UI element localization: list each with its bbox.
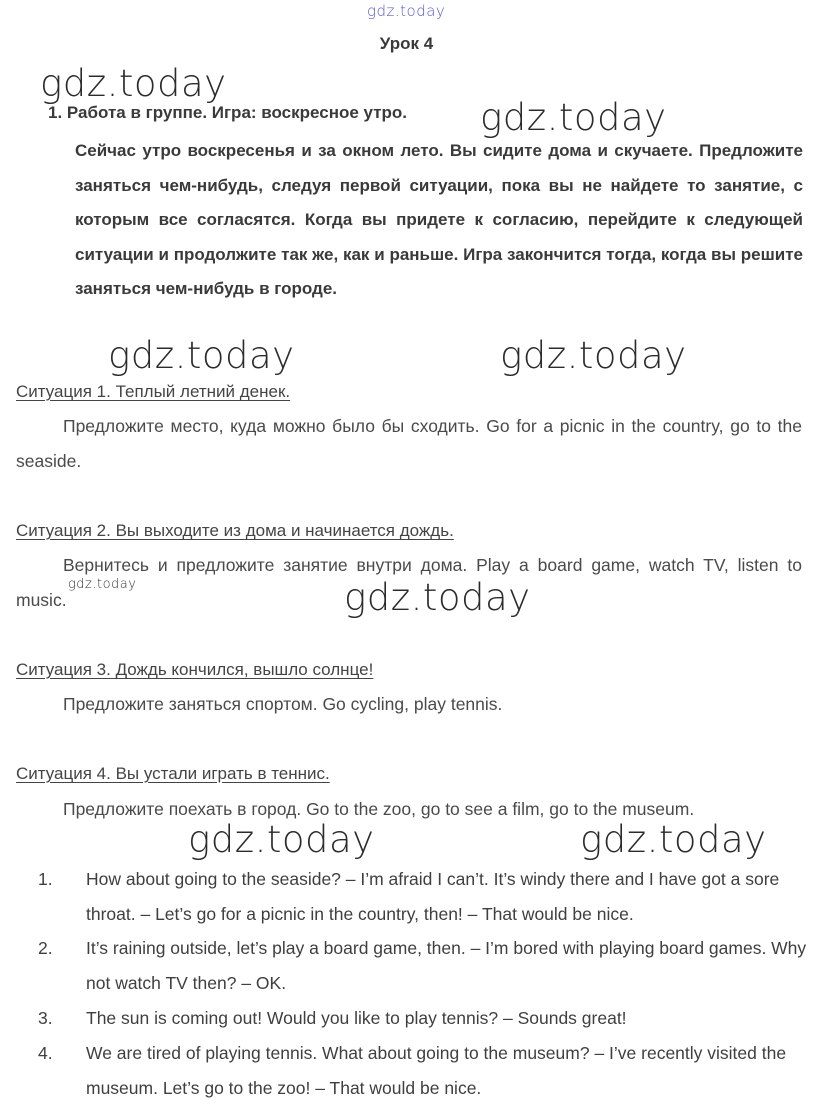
watermark-small: gdz.today	[68, 577, 137, 592]
answer-4-text: We are tired of playing tennis. What about going to the museum? – I’ve recently visited the museum. Let’s go to the zoo! – That would be nice.	[86, 1043, 787, 1098]
answer-2-text: It’s raining outside, let’s play a board game, then. – I’m bored with playing board games. Why not watch TV then? – OK.	[86, 938, 807, 993]
answer-4	[38, 1036, 813, 1105]
task-number: 1.	[48, 103, 63, 122]
situation-1-title: Ситуация 1. Теплый летний денек.	[16, 382, 291, 401]
watermark: gdz.today	[108, 334, 295, 377]
situation-2-text: Вернитесь и предложите занятие внутри дома. Play a board game, watch TV, listen to music.	[16, 555, 802, 610]
watermark: gdz.today	[188, 818, 375, 861]
watermark: gdz.today	[344, 576, 531, 619]
situation-3-title: Ситуация 3. Дождь кончился, вышло солнце!	[16, 660, 374, 679]
answer-2-number: 2.	[38, 938, 53, 958]
answer-2	[38, 931, 813, 1000]
watermark-top: gdz.today	[367, 2, 446, 20]
situation-1-text: Предложите место, куда можно было бы сходить. Go for a picnic in the country, go to the seaside.	[16, 416, 802, 471]
answer-1-number: 1.	[38, 869, 53, 889]
task-heading-text: Работа в группе. Игра: воскресное утро.	[66, 103, 408, 122]
page-title: Урок 4	[379, 34, 434, 53]
situation-2-title: Ситуация 2. Вы выходите из дома и начинается дождь.	[16, 521, 454, 540]
answer-4-number: 4.	[38, 1043, 53, 1063]
answer-3	[38, 1001, 813, 1036]
answer-3-number: 3.	[38, 1008, 53, 1028]
watermark: gdz.today	[500, 334, 687, 377]
situation-3-text: Предложите заняться спортом. Go cycling, play tennis.	[63, 694, 503, 714]
situation-4-title: Ситуация 4. Вы устали играть в теннис.	[16, 764, 330, 783]
watermark: gdz.today	[40, 62, 227, 105]
answer-1	[38, 862, 813, 931]
answer-1-text: How about going to the seaside? – I’m afraid I can’t. It’s windy there and I have got a sore throat. – Let’s go for a picnic in the country, then! – That would be nice.	[86, 869, 780, 924]
task-heading	[48, 103, 407, 123]
watermark: gdz.today	[480, 96, 667, 139]
task-body: Сейчас утро воскресенья и за окном лето. Вы сидите дома и скучаете. Предложите заняться чем-нибудь, следуя первой ситуации, пока вы не найдете то занятие, с которым все согласятся. Когда вы придете к согласию, перейдите к следующей ситуации и продолжите так же, как и раньше. Игра закончится тогда, когда вы решите заняться чем-нибудь в городе.	[75, 141, 803, 299]
situation-4-text: Предложите поехать в город. Go to the zoo, go to see a film, go to the museum.	[63, 799, 695, 819]
answer-3-text: The sun is coming out! Would you like to play tennis? – Sounds great!	[86, 1008, 627, 1028]
watermark: gdz.today	[580, 818, 767, 861]
